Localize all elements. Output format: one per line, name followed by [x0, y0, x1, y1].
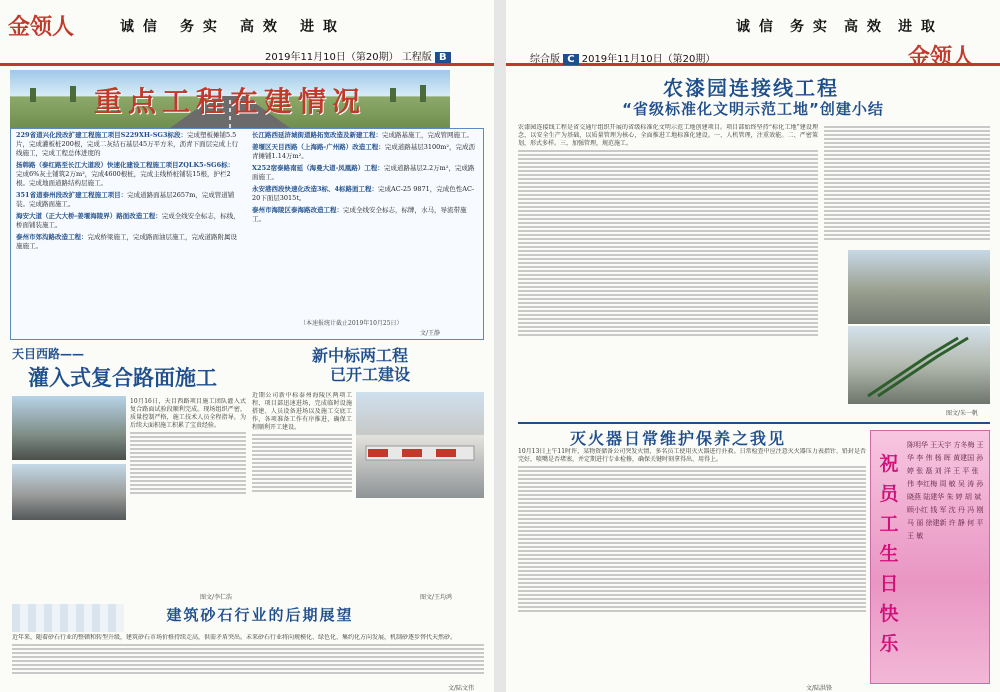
right-header [506, 0, 1000, 70]
left-page [0, 0, 494, 692]
left-logo: 金领人 [8, 15, 75, 40]
right-article1-col3 [824, 124, 990, 244]
right-article1-text-lines [518, 150, 818, 336]
project-item: 姜堰区天目西路（上海路-广州路）改造工程：完成道路基层3100m²，完成沥青摊铺1.14万m²。 [252, 143, 476, 160]
construction-barrier-illustration [356, 392, 484, 498]
right-article1-photo-2 [848, 326, 990, 404]
left-slogan-4: 进 取 [300, 19, 339, 35]
right-article1-title-line1: 农漆园连接线工程 [663, 76, 839, 100]
right-article1-title-line2: “省级标准化文明示范工地”创建小结 [622, 100, 884, 118]
right-article2-body: 10月13日上午11时许，某物资储备公司突发火情，多名员工使用灭火器进行扑救。日常检查中应注意灭火器压力表指针、铅封是否完好，喷嘴是否堵塞，并定期进行专业检修，确保关键时刻拿得出、用得上。 [518, 448, 866, 680]
article2-body: 近期公司新中标泰州海陵区两项工程，项目部迅速进场，完成临时设施搭建、人员设备进场以及施工交底工作，各项准备工作有序推进，确保工程顺利开工建设。 [252, 392, 352, 512]
project-item: 泰州市海陵区泰海路改造工程：完成全线安全标志，标牌，水马，导流带施工。 [252, 206, 467, 223]
project-item: X252宿泰路南延（海曼大道-凤凰路）工程：完成道路基层2.2万m²，完成路面施工。 [252, 164, 475, 181]
article2-photo [356, 392, 484, 498]
project-item: 永安港西段快速化改造3标、4标路面工程：完成AC-25 9871，完成色性AC-20下面层3015t。 [252, 185, 475, 202]
article1-photo-2 [12, 464, 126, 520]
article3-caption: 文/陆文伟 [448, 685, 475, 692]
right-slogan-4: 进 取 [898, 19, 937, 35]
projects-column-left [16, 131, 240, 321]
left-section-letter: B [435, 52, 451, 63]
right-article1-caption: 图文/朱一帆 [946, 410, 979, 417]
left-dateline [265, 48, 451, 63]
birthday-box [870, 430, 990, 684]
left-section: 工程版 [401, 52, 432, 63]
right-dateline [530, 50, 715, 65]
article1-photo-1 [12, 396, 126, 460]
left-slogan-2: 务 实 [180, 19, 219, 35]
right-article2-title: 灭火器日常维护保养之我见 [569, 429, 786, 448]
banner-photo [10, 70, 450, 128]
right-section-letter: C [563, 54, 578, 65]
projects-column-right [252, 131, 478, 311]
divider [518, 422, 990, 424]
right-slogan-1: 诚 信 [736, 19, 775, 35]
left-date: 2019年11月10日（第20期） [265, 52, 399, 63]
right-date: 2019年11月10日（第20期） [581, 54, 716, 65]
article1-text-lines [130, 432, 246, 494]
article2-caption: 图文/王均鸿 [420, 594, 453, 601]
article3-title: 建筑砂石行业的后期展望 [166, 606, 354, 624]
right-slogan-3: 高 效 [844, 19, 883, 35]
project-item: 海安大道（正大大桥-姜堰海陵界）路面改造工程：完成全线安全标志，标线，桥面铺装施工。 [16, 212, 240, 229]
right-article1-photo-1 [848, 250, 990, 324]
article2-text-lines [252, 434, 352, 492]
project-item: 泰州市郊沟路改造工程：完成桥梁施工，完成路面油层施工，完成道路附属设施施工。 [16, 233, 237, 250]
steel-stairs-illustration [848, 326, 990, 404]
left-slogan-3: 高 效 [240, 19, 279, 35]
stats-author: 文/王静 [420, 330, 441, 337]
right-article2-text-lines [518, 466, 866, 612]
right-article1-col3-lines [824, 126, 990, 240]
article1-caption: 图文/李仁浩 [200, 594, 233, 601]
stats-note: （本速报统计截止2019年10月25日） [300, 320, 403, 327]
left-slogan-1: 诚 信 [120, 19, 159, 35]
article3-decoration [12, 604, 124, 632]
right-section: 综合版 [530, 54, 560, 65]
article3-text-lines [12, 644, 484, 674]
birthday-title: 祝员工生日快乐 [879, 453, 899, 655]
project-item: 长江路西延浒城街道路拓宽改造及新建工程：完成路基施工，完成管网施工。 [252, 131, 473, 139]
birthday-names: 陈明华 王天宇 方冬梅 王华 李 伟 杨 晖 黄建国 孙 婷 张 磊 刘 洋 王 平 张 伟 李红梅 周 敏 吴 涛 孙晓燕 陆建华 朱 婷 胡 斌 顾小红 钱 军 沈 丹 冯 刚 马 丽 徐建新 许 静 何 平 王 敏 [907, 441, 984, 540]
project-item: 229省道兴化段改扩建工程施工项目S229XH-SG3标段：完成塑板摊铺5.5片，完成灌板桩200根，完成二灰结石基层45万平方米，沥青下面层完成上行线施工，完成工程总体进度的 [16, 131, 239, 157]
project-item: 扬韩路（泰红路至长江大道段）快速化建设工程施工项目ZQLK5-SG6标：完成6%灰土铺筑2万m²，完成4600根桩，完成主线桥桩铺装15根，护栏2根。完成地面道路结构层施工。 [16, 161, 235, 187]
banner-title: 重点工程在建情况 [93, 85, 366, 118]
article2-title-line1: 新中标两工程 [311, 346, 408, 365]
article1-title: 灌入式复合路面施工 [28, 366, 217, 390]
article1-body: 10月16日，天目西路项目施工团队灌入式复合路面试验段顺利完成。现场组织严密，质量控制严格，施工技术人员全程指导，为后续大面积施工积累了宝贵经验。 [130, 398, 246, 518]
article1-kicker: 天目西路—— [12, 347, 85, 361]
right-page [506, 0, 1000, 692]
left-header [0, 0, 494, 66]
right-article2-caption: 文/陆洪锋 [806, 685, 833, 692]
project-item: 351省道泰州段改扩建工程施工项目：完成道路面基层2657m，完成管道铺装。完成路面施工。 [16, 191, 235, 208]
right-logo: 金领人 [908, 45, 975, 70]
article2-title-line2: 已开工建设 [329, 365, 410, 384]
article3-body: 近年来，随着砂石行业的整顿和转型升级，建筑砂石市场价格持续走高，供需矛盾突出。未来砂石行业将向规模化、绿色化、集约化方向发展，机制砂逐步替代天然砂。 [12, 634, 484, 682]
right-slogan-2: 务 实 [790, 19, 829, 35]
right-article1-body: 农漆园连接线工程是省交通厅组织开展的省级标准化文明示范工地创建项目。项目部始终坚持“标化工地”建设理念，以安全生产为基础，以质量管理为核心，全面推进工地标准化建设。一、人机管理，注重效能。二、严密策划，形式多样。三、加强管理，规范施工。 [518, 124, 818, 424]
page-gutter [494, 0, 506, 692]
